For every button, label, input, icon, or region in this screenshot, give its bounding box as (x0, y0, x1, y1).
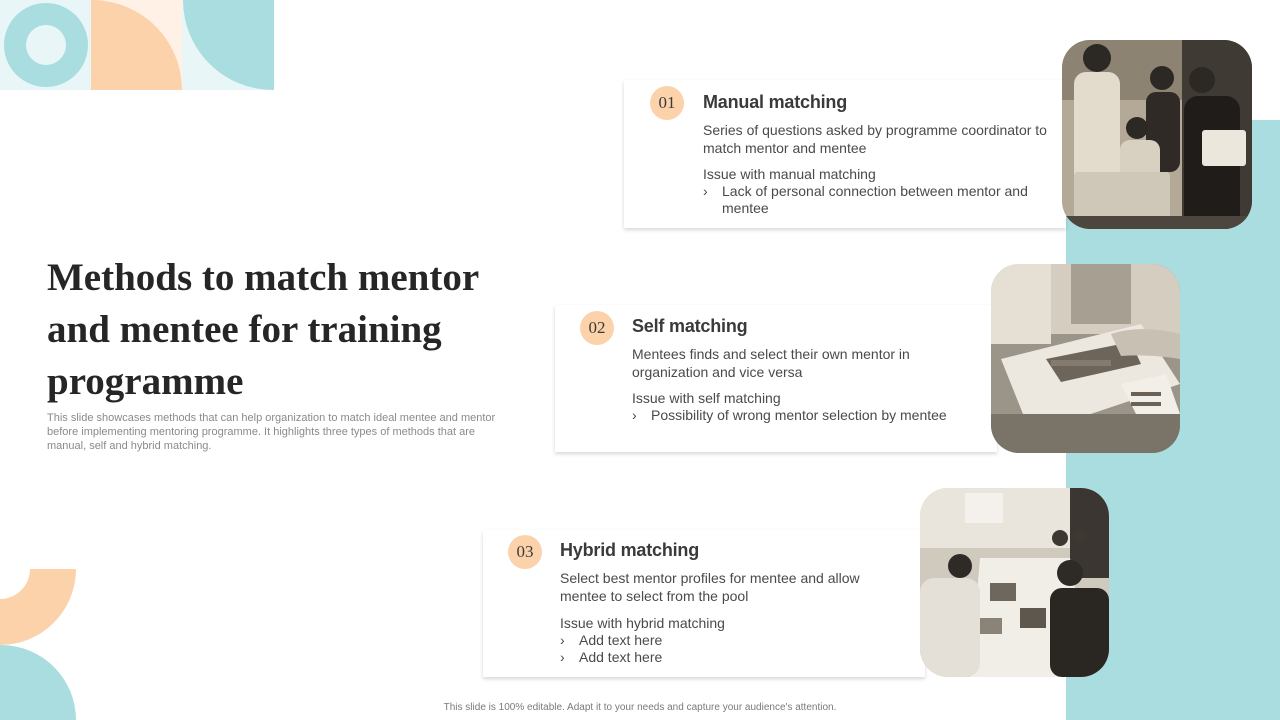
method-title: Self matching (632, 316, 748, 336)
method-description: Select best mentor profiles for mentee and allow mentee to select from the pool (560, 570, 860, 604)
bullet-chevron-icon: › (560, 632, 565, 648)
method-issue-item (560, 632, 909, 649)
method-issue-item (560, 649, 909, 666)
method-issue-text: Lack of personal connection between mentor and mentee (722, 183, 1028, 216)
method-number-badge: 03 (508, 535, 542, 569)
method-number-badge: 02 (580, 311, 614, 345)
slide-title: Methods to match mentor and mentee for training programme (47, 256, 479, 403)
method-issue-label: Issue with manual matching (703, 166, 876, 182)
method-issue-label: Issue with hybrid matching (560, 615, 725, 631)
footer-note: This slide is 100% editable. Adapt it to your needs and capture your audience's attention. (443, 702, 837, 713)
bullet-chevron-icon: › (632, 407, 637, 423)
method-issue-label: Issue with self matching (632, 390, 781, 406)
team-meeting-photo (1062, 40, 1252, 229)
method-issue-text: Add text here (579, 632, 663, 648)
bullet-chevron-icon: › (560, 649, 565, 665)
method-description: Series of questions asked by programme coordinator to match mentor and mentee (703, 122, 1047, 156)
method-title: Hybrid matching (560, 540, 700, 560)
slide-subtitle: This slide showcases methods that can help organization to match ideal mentee and mentor before implementing mentoring programme. It highlights three types of methods that are manual, self and hybrid matching. (47, 412, 496, 452)
method-issue-item (703, 183, 1052, 217)
office-workspace-photo (920, 488, 1109, 677)
decorative-ring-hole (26, 25, 66, 65)
method-title: Manual matching (703, 92, 848, 112)
bullet-chevron-icon: › (703, 183, 708, 199)
method-number-badge: 01 (650, 86, 684, 120)
method-issue-item (632, 407, 981, 424)
method-issue-text: Add text here (579, 649, 663, 665)
method-description: Mentees finds and select their own mentor in organization and vice versa (632, 346, 910, 380)
document-review-photo (991, 264, 1180, 453)
method-issue-text: Possibility of wrong mentor selection by mentee (651, 407, 947, 423)
